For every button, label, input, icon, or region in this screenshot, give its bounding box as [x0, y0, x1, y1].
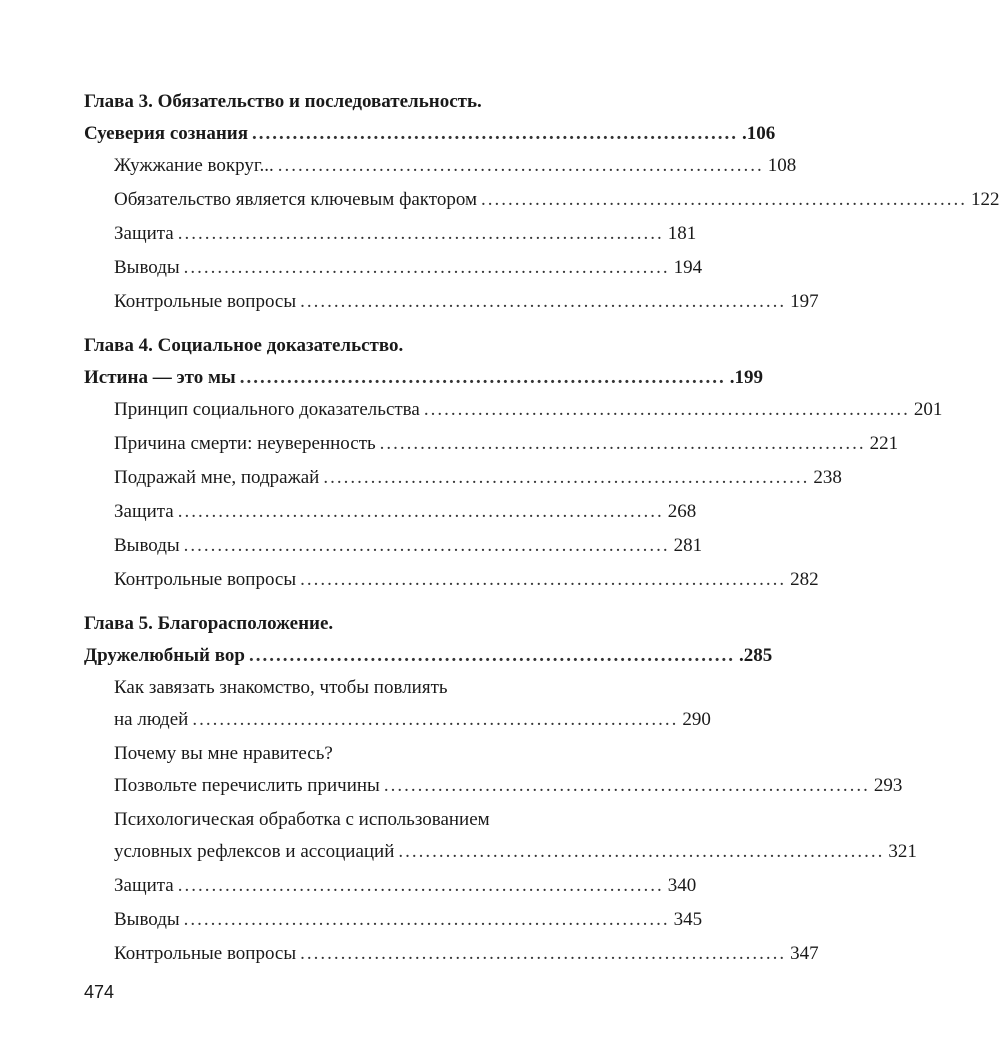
dot-leader: ........................................................................ — [248, 645, 735, 666]
page-number: 197 — [790, 291, 819, 312]
toc-entry[interactable] — [84, 530, 703, 562]
dot-leader: ........................................................................ — [383, 775, 870, 796]
dot-leader: ........................................................................ — [252, 123, 739, 144]
dot-leader: ........................................................................ — [183, 535, 670, 556]
dot-leader: ........................................................................ — [423, 399, 910, 420]
dot-leader: ........................................................................ — [398, 841, 885, 862]
dot-leader: ........................................................................ — [183, 257, 670, 278]
page-number: 201 — [913, 399, 943, 420]
dot-leader: ........................................................................ — [379, 433, 866, 454]
table-of-contents — [84, 86, 1000, 982]
page-number: 194 — [673, 257, 703, 278]
page-number: 238 — [813, 467, 842, 488]
page-number: 321 — [888, 841, 917, 862]
toc-entry[interactable] — [84, 252, 703, 284]
page-number: 221 — [869, 433, 899, 454]
toc-entry[interactable] — [84, 428, 899, 460]
entry-title: условных рефлексов и ассоциаций — [114, 841, 395, 862]
chapter-subtitle: Истина — это мы — [84, 367, 236, 388]
dot-leader: ........................................................................ — [177, 223, 664, 244]
chapter-heading-row[interactable] — [84, 118, 776, 150]
page-number: 345 — [673, 909, 703, 930]
page-number: .199 — [729, 367, 764, 388]
entry-title: Контрольные вопросы — [114, 943, 297, 964]
page-number: 282 — [790, 569, 819, 590]
chapter-heading: Глава 3. Обязательство и последовательность. — [84, 91, 482, 112]
page-number: .285 — [738, 645, 773, 666]
entry-title: Выводы — [114, 535, 180, 556]
entry-title: Обязательство является ключевым фактором — [114, 189, 478, 210]
page-number: 340 — [667, 875, 697, 896]
toc-entry[interactable] — [84, 870, 697, 902]
toc-entry[interactable] — [84, 394, 943, 426]
page-number: 290 — [682, 709, 711, 730]
chapter-heading-row[interactable] — [84, 640, 773, 672]
entry-title-line1: Как завязать знакомство, чтобы повлиять — [114, 677, 448, 698]
toc-entry[interactable] — [84, 738, 903, 802]
page-number: 181 — [667, 223, 697, 244]
toc-entry[interactable] — [84, 564, 819, 596]
toc-entry[interactable] — [84, 462, 842, 494]
dot-leader: ........................................................................ — [481, 189, 968, 210]
entry-title: Выводы — [114, 909, 180, 930]
toc-entry[interactable] — [84, 804, 917, 868]
entry-title: Контрольные вопросы — [114, 291, 297, 312]
dot-leader: ........................................................................ — [239, 367, 726, 388]
chapter-subtitle: Дружелюбный вор — [84, 645, 245, 666]
entry-title: Защита — [114, 875, 174, 896]
entry-title: Выводы — [114, 257, 180, 278]
page-number: 347 — [790, 943, 819, 964]
entry-title: Принцип социального доказательства — [114, 399, 420, 420]
entry-title: Защита — [114, 223, 174, 244]
entry-title: Подражай мне, подражай — [114, 467, 320, 488]
dot-leader: ........................................................................ — [300, 943, 787, 964]
chapter-5 — [84, 608, 917, 970]
toc-entry[interactable] — [84, 904, 703, 936]
chapter-heading-row[interactable] — [84, 362, 764, 394]
entry-title: Защита — [114, 501, 174, 522]
dot-leader: ........................................................................ — [300, 569, 787, 590]
toc-entry[interactable] — [84, 496, 697, 528]
dot-leader: ........................................................................ — [277, 155, 764, 176]
entry-title: Причина смерти: неуверенность — [114, 433, 376, 454]
page-number: 293 — [873, 775, 903, 796]
dot-leader: ........................................................................ — [177, 501, 664, 522]
toc-entry[interactable] — [84, 938, 819, 970]
entry-title: Контрольные вопросы — [114, 569, 297, 590]
dot-leader: ........................................................................ — [323, 467, 810, 488]
toc-entry[interactable] — [84, 672, 711, 736]
entry-title: на людей — [114, 709, 189, 730]
page-number: 268 — [667, 501, 697, 522]
entry-title-line1: Почему вы мне нравитесь? — [114, 743, 333, 764]
chapter-heading: Глава 5. Благорасположение. — [84, 613, 334, 634]
page-folio-number: 474 — [84, 982, 115, 1002]
dot-leader: ........................................................................ — [177, 875, 664, 896]
chapter-heading: Глава 4. Социальное доказательство. — [84, 335, 404, 356]
page-number: .106 — [742, 123, 776, 144]
chapter-subtitle: Суеверия сознания — [84, 123, 249, 144]
dot-leader: ........................................................................ — [300, 291, 787, 312]
chapter-4 — [84, 330, 943, 596]
entry-title: Жужжание вокруг... — [114, 155, 274, 176]
chapter-3 — [84, 86, 1000, 318]
dot-leader: ........................................................................ — [183, 909, 670, 930]
toc-entry[interactable] — [84, 150, 797, 182]
entry-title: Позвольте перечислить причины — [114, 775, 380, 796]
toc-entry[interactable] — [84, 286, 819, 318]
toc-entry[interactable] — [84, 184, 1000, 216]
toc-entry[interactable] — [84, 218, 697, 250]
page-number: 281 — [673, 535, 703, 556]
page-number: 108 — [767, 155, 797, 176]
page-number: 122 — [971, 189, 1000, 210]
dot-leader: ........................................................................ — [192, 709, 679, 730]
entry-title-line1: Психологическая обработка с использованием — [114, 809, 490, 830]
